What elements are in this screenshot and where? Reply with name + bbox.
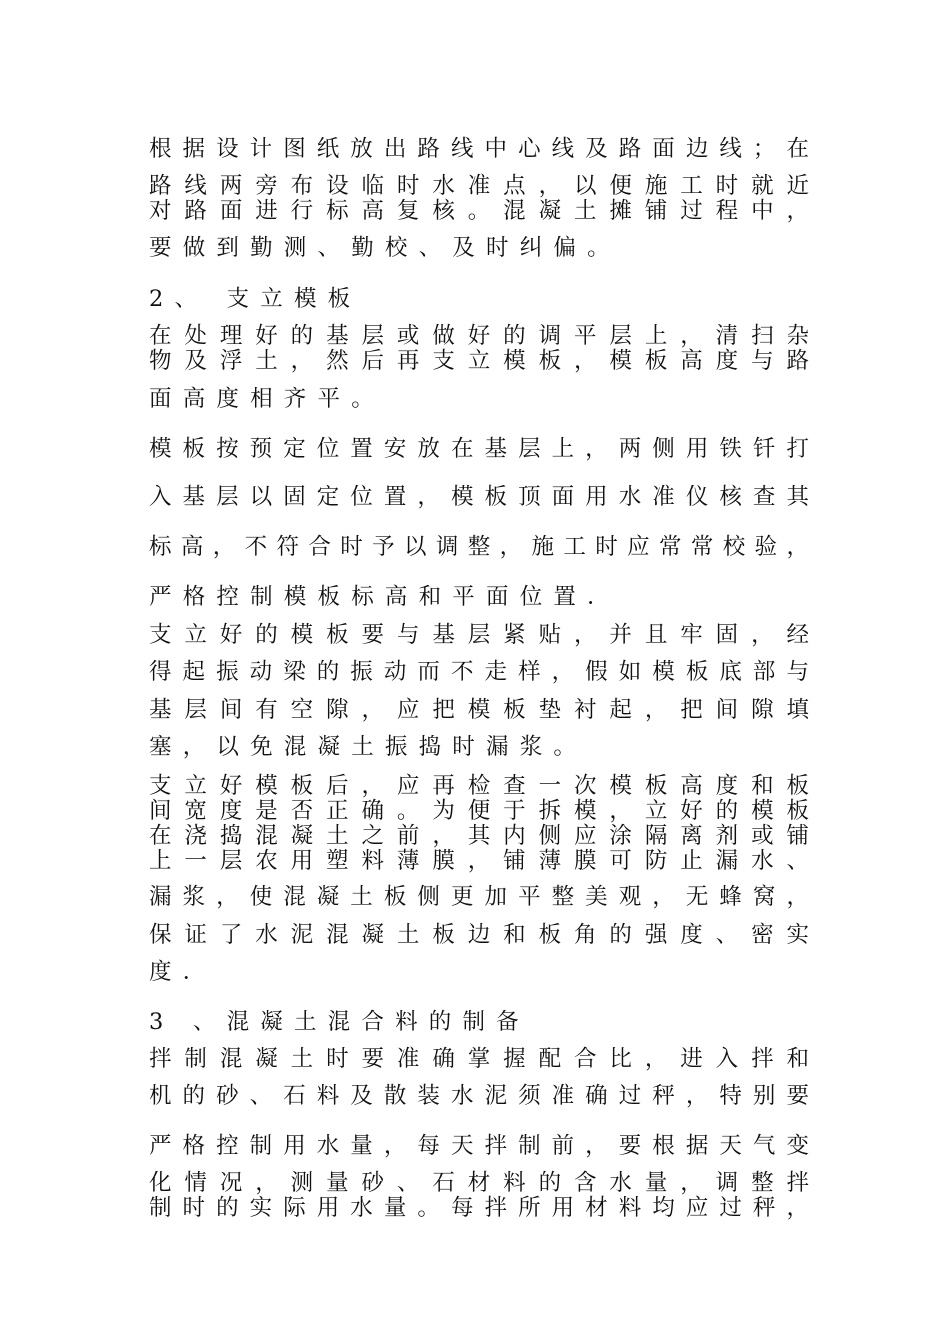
- paragraph-line: 在浇捣混凝土之前，其内侧应涂隔离剂或铺: [149, 823, 809, 849]
- paragraph-line: 对路面进行标高复核。混凝土摊铺过程中，: [149, 198, 809, 224]
- paragraph-line: 在处理好的基层或做好的调平层上，清扫杂: [149, 323, 809, 349]
- section-heading: 2、 支立模板: [149, 286, 362, 312]
- paragraph-line: 入基层以固定位置，模板顶面用水准仪核查其: [149, 484, 809, 510]
- paragraph-line: 根据设计图纸放出路线中心线及路面边线；在: [149, 136, 809, 162]
- paragraph-line: 物及浮土，然后再支立模板，模板高度与路: [149, 348, 809, 374]
- paragraph-line: 严格控制用水量，每天拌制前，要根据天气变: [149, 1133, 809, 1159]
- paragraph-line: 化情况，测量砂、石材料的含水量，调整拌: [149, 1170, 809, 1196]
- section-heading: 3 、混凝土混合料的制备: [149, 1009, 530, 1035]
- paragraph-line: 制时的实际用水量。每拌所用材料均应过秤，: [149, 1195, 809, 1221]
- paragraph-line: 得起振动梁的振动而不走样，假如模板底部与: [149, 659, 809, 685]
- paragraph-line: 漏浆，使混凝土板侧更加平整美观，无蜂窝，: [149, 884, 809, 910]
- paragraph-line: 基层间有空隙，应把模板垫衬起，把间隙填: [149, 697, 809, 723]
- paragraph-line: 上一层农用塑料薄膜，铺薄膜可防止漏水、: [149, 848, 809, 874]
- paragraph-line: 间宽度是否正确。为便于拆模，立好的模板: [149, 798, 809, 824]
- paragraph-line: 度．: [149, 959, 217, 985]
- paragraph-line: 路线两旁布设临时水准点，以便施工时就近: [149, 173, 809, 199]
- paragraph-line: 支立好模板后，应再检查一次模板高度和板: [149, 773, 809, 799]
- paragraph-line: 模板按预定位置安放在基层上，两侧用铁钎打: [149, 436, 809, 462]
- paragraph-line: 面高度相齐平。: [149, 386, 385, 412]
- paragraph-line: 拌制混凝土时要准确掌握配合比，进入拌和: [149, 1046, 809, 1072]
- paragraph-line: 保证了水泥混凝土板边和板角的强度、密实: [149, 922, 809, 948]
- paragraph-line: 要做到勤测、勤校、及时纠偏。: [149, 235, 621, 261]
- paragraph-line: 机的砂、石料及散装水泥须准确过秤，特别要: [149, 1083, 809, 1109]
- paragraph-line: 严格控制模板标高和平面位置．: [149, 584, 621, 610]
- paragraph-line: 塞，以免混凝土振捣时漏浆。: [149, 734, 588, 760]
- paragraph-line: 标高，不符合时予以调整，施工时应常常校验，: [149, 534, 809, 560]
- paragraph-line: 支立好的模板要与基层紧贴，并且牢固，经: [149, 622, 809, 648]
